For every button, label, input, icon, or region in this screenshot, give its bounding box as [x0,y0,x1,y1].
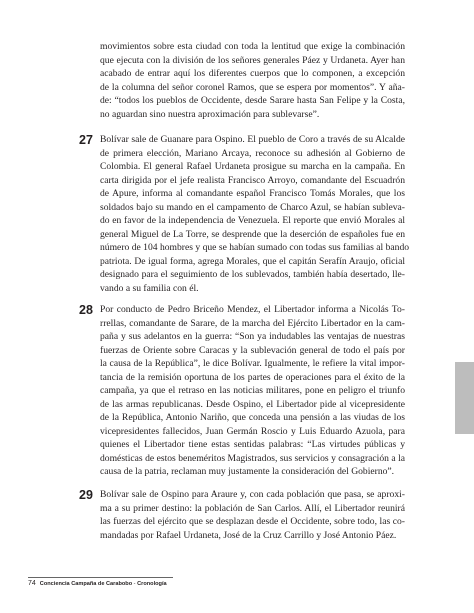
text-line: Bolívar sale de Guanare para Ospino. El pueblo de Coro a través de su Alcalde [100,134,405,145]
page-number: 74 [28,580,36,587]
text-line: vicepresidentes fallecidos, Juan Germán Roscio y Luis Eduardo Azuola, para [100,425,405,437]
text-line: carta dirigida por el jefe realista Francisco Arroyo, comandante del Escuadrón [100,174,405,186]
text-line: designado para el seguimiento de los sublevados, también había desertado, lle- [100,269,405,280]
text-line: campaña, ya que el retraso en las noticias militares, pone en peligro el triunfo [100,385,405,396]
text-line: Bolívar sale de Ospino para Araure y, con cada población que pasa, se aproxi- [100,489,405,500]
text-line: domésticas de estos beneméritos Magistrados, sus servicios y consagración a la [100,452,405,464]
paragraph-entry-27 [100,133,410,295]
text-line: quienes el Libertador tiene estas sentidas palabras: “Las virtudes públicas y [100,439,405,450]
entry-number-28: 28 [79,303,93,317]
text-line: fuerzas de Oriente sobre Caracas y la sublevación general de todo el país por [100,344,405,356]
footer-separator: - [132,581,138,587]
text-line: de la República, Antonio Nariño, que conceda una pensión a las viudas de los [100,412,405,423]
footer-book-title: Conciencia Campaña de Carabobo [39,581,133,587]
text-line: paña y sus adelantos en la guerra: “Son ya indudables las ventajas de nuestras [100,331,405,342]
text-line: Por conducto de Pedro Briceño Mendez, el Libertador informa a Nicolás To- [100,304,405,315]
text-line: tancia de la remisión oportuna de los partes de operaciones para el éxito de la [100,371,405,383]
entry-number-27: 27 [79,133,93,147]
entry-number-29: 29 [79,488,93,502]
footer-section: Cronología [137,581,167,587]
text-line: de las armas republicanas. Desde Ospino, el Libertador pide al vicepresidente [100,398,405,410]
text-line: rrellas, comandante de Sarare, de la marcha del Ejército Libertador en la cam- [100,317,405,329]
text-line: número de 104 hombres y que se habían sumado con todas sus familias al bando [100,242,410,253]
text-line: de la columna del señor coronel Ramos, que se espera por momentos”. Y aña- [100,81,405,93]
margin-tab-marker [455,362,474,434]
text-line: ma a su primer destino: la población de San Carlos. Allí, el Libertador reunirá [100,502,405,514]
text-line: causa de la patria, reclaman muy justamente la consideración del Gobierno”. [100,466,395,477]
text-line: do en favor de la independencia de Venezuela. El reporte que envió Morales al [100,215,405,226]
text-line: soldados bajo su mando en el campamento de Charco Azul, se habían subleva- [100,201,405,213]
page-footer [28,580,167,587]
text-line: de: “todos los pueblos de Occidente, desde Sarare hasta San Felipe y la Costa, [100,95,405,106]
paragraph-entry-29 [100,488,405,542]
text-line: vando a su familia con él. [100,282,199,294]
text-line: las fuerzas del ejército que se desplazan desde el Occidente, sobre todo, las co- [100,516,405,527]
text-line: de primera elección, Mariano Arcaya, reconoce su adhesión al Gobierno de [100,147,405,159]
text-line: patriota. De igual forma, agrega Morales, que el capitán Serafín Araujo, oficial [100,255,405,267]
paragraph-entry-28 [100,303,405,479]
text-line: no aguardan sino nuestra aproximación para sublevarse”. [100,108,320,120]
text-line: acabado de entrar aquí los diferentes cuerpos que lo componen, a excepción [100,68,405,79]
paragraph-continuation [100,40,405,121]
footer-rule [28,577,173,578]
text-line: mandadas por Rafael Urdaneta, José de la Cruz Carrillo y José Antonio Páez. [100,529,397,541]
text-line: general Miguel de La Torre, se desprende que la deserción de españoles fue en [100,228,405,240]
text-line: movimientos sobre esta ciudad con toda la lentitud que exige la combinación [100,41,405,52]
text-line: Colombia. El general Rafael Urdaneta prosigue su marcha en la campaña. En [100,161,405,172]
text-line: de Apure, informa al comandante español Francisco Tomás Morales, que los [100,188,405,199]
text-line: la causa de la República”, le dice Bolívar. Igualmente, le refiere la vital impor- [100,358,405,369]
text-line: que ejecuta con la división de los señores generales Páez y Urdaneta. Ayer han [100,54,405,66]
